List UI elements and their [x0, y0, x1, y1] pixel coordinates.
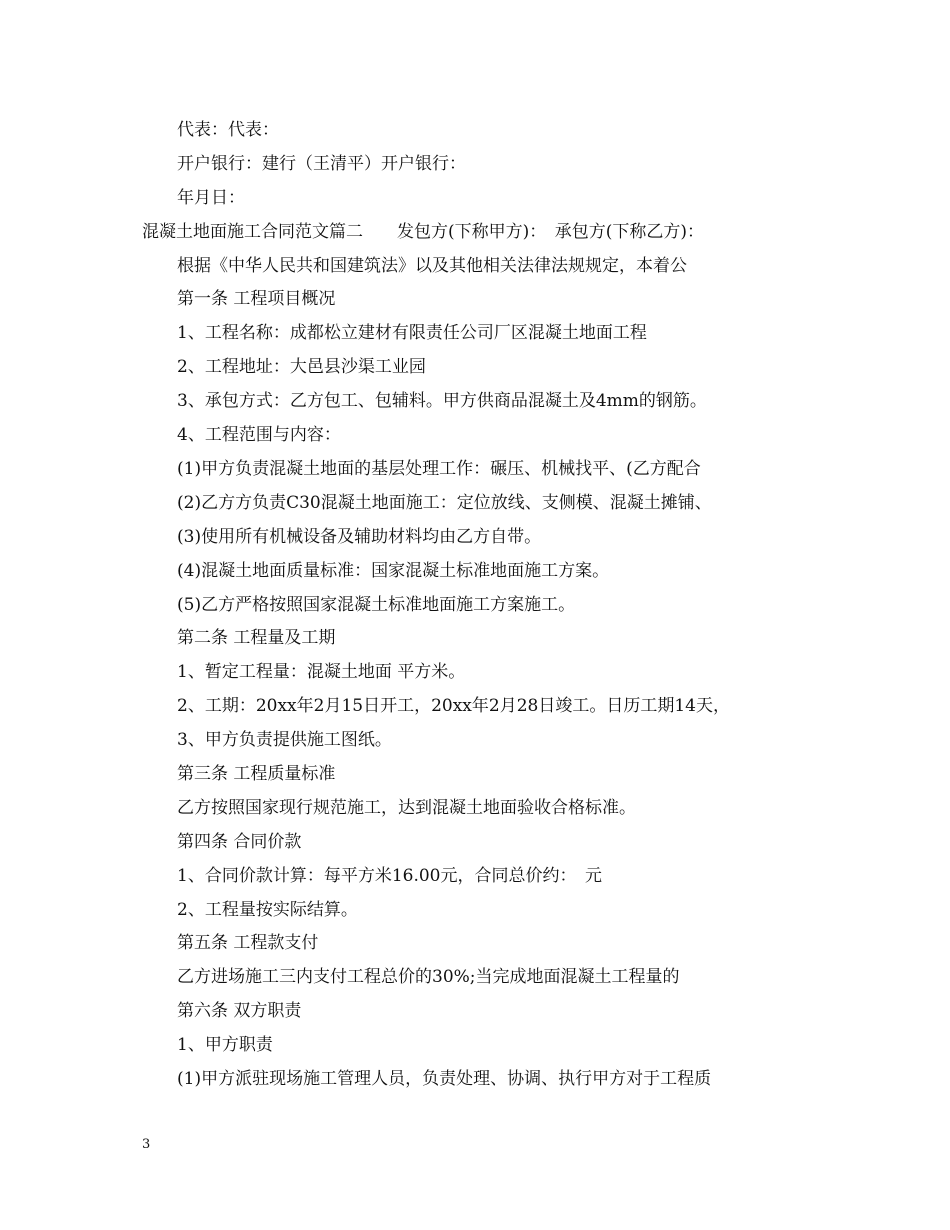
section-heading: 第三条 工程质量标准	[177, 764, 336, 784]
text-line: 乙方进场施工三内支付工程总价的30%;当完成地面混凝土工程量的	[177, 967, 680, 987]
text-line: (1)甲方负责混凝土地面的基层处理工作：碾压、机械找平、(乙方配合	[177, 459, 701, 479]
section-heading: 第六条 双方职责	[177, 1001, 302, 1021]
text-line: 1、甲方职责	[177, 1035, 273, 1055]
text-line: 混凝土地面施工合同范文篇二 发包方(下称甲方)： 承包方(下称乙方)：	[142, 222, 705, 242]
text-line: 2、工程地址：大邑县沙渠工业园	[177, 357, 426, 377]
section-heading: 第五条 工程款支付	[177, 933, 319, 953]
section-heading: 第一条 工程项目概况	[177, 289, 336, 309]
text-line: 4、工程范围与内容：	[177, 425, 341, 445]
text-line: (1)甲方派驻现场施工管理人员，负责处理、协调、执行甲方对于工程质	[177, 1069, 712, 1089]
text-line: 1、暂定工程量：混凝土地面 平方米。	[177, 662, 466, 682]
text-line: (4)混凝土地面质量标准：国家混凝土标准地面施工方案。	[177, 561, 610, 581]
text-line: 3、甲方负责提供施工图纸。	[177, 730, 392, 750]
text-line: 乙方按照国家现行规范施工，达到混凝土地面验收合格标准。	[177, 798, 636, 818]
text-line: (2)乙方方负责C30混凝土地面施工：定位放线、支侧模、混凝土摊铺、	[177, 493, 712, 513]
text-line: 1、工程名称：成都松立建材有限责任公司厂区混凝土地面工程	[177, 323, 647, 343]
text-line: 根据《中华人民共和国建筑法》以及其他相关法律法规规定，本着公	[177, 256, 687, 276]
page-number: 3	[142, 1137, 151, 1152]
text-line: 1、合同价款计算：每平方米16.00元，合同总价约： 元	[177, 866, 602, 886]
text-line: 2、工期：20xx年2月15日开工，20xx年2月28日竣工。日历工期14天，	[177, 696, 730, 716]
text-line: 2、工程量按实际结算。	[177, 900, 358, 920]
text-line: (3)使用所有机械设备及辅助材料均由乙方自带。	[177, 527, 542, 547]
section-heading: 第二条 工程量及工期	[177, 628, 336, 648]
text-line: 年月日：	[177, 188, 245, 208]
text-line: 开户银行：建行（王清平）开户银行：	[177, 154, 466, 174]
text-line: (5)乙方严格按照国家混凝土标准地面施工方案施工。	[177, 595, 576, 615]
text-line: 代表：代表：	[177, 120, 279, 140]
section-heading: 第四条 合同价款	[177, 832, 302, 852]
text-line: 3、承包方式：乙方包工、包辅料。甲方供商品混凝土及4mm的钢筋。	[177, 391, 707, 411]
